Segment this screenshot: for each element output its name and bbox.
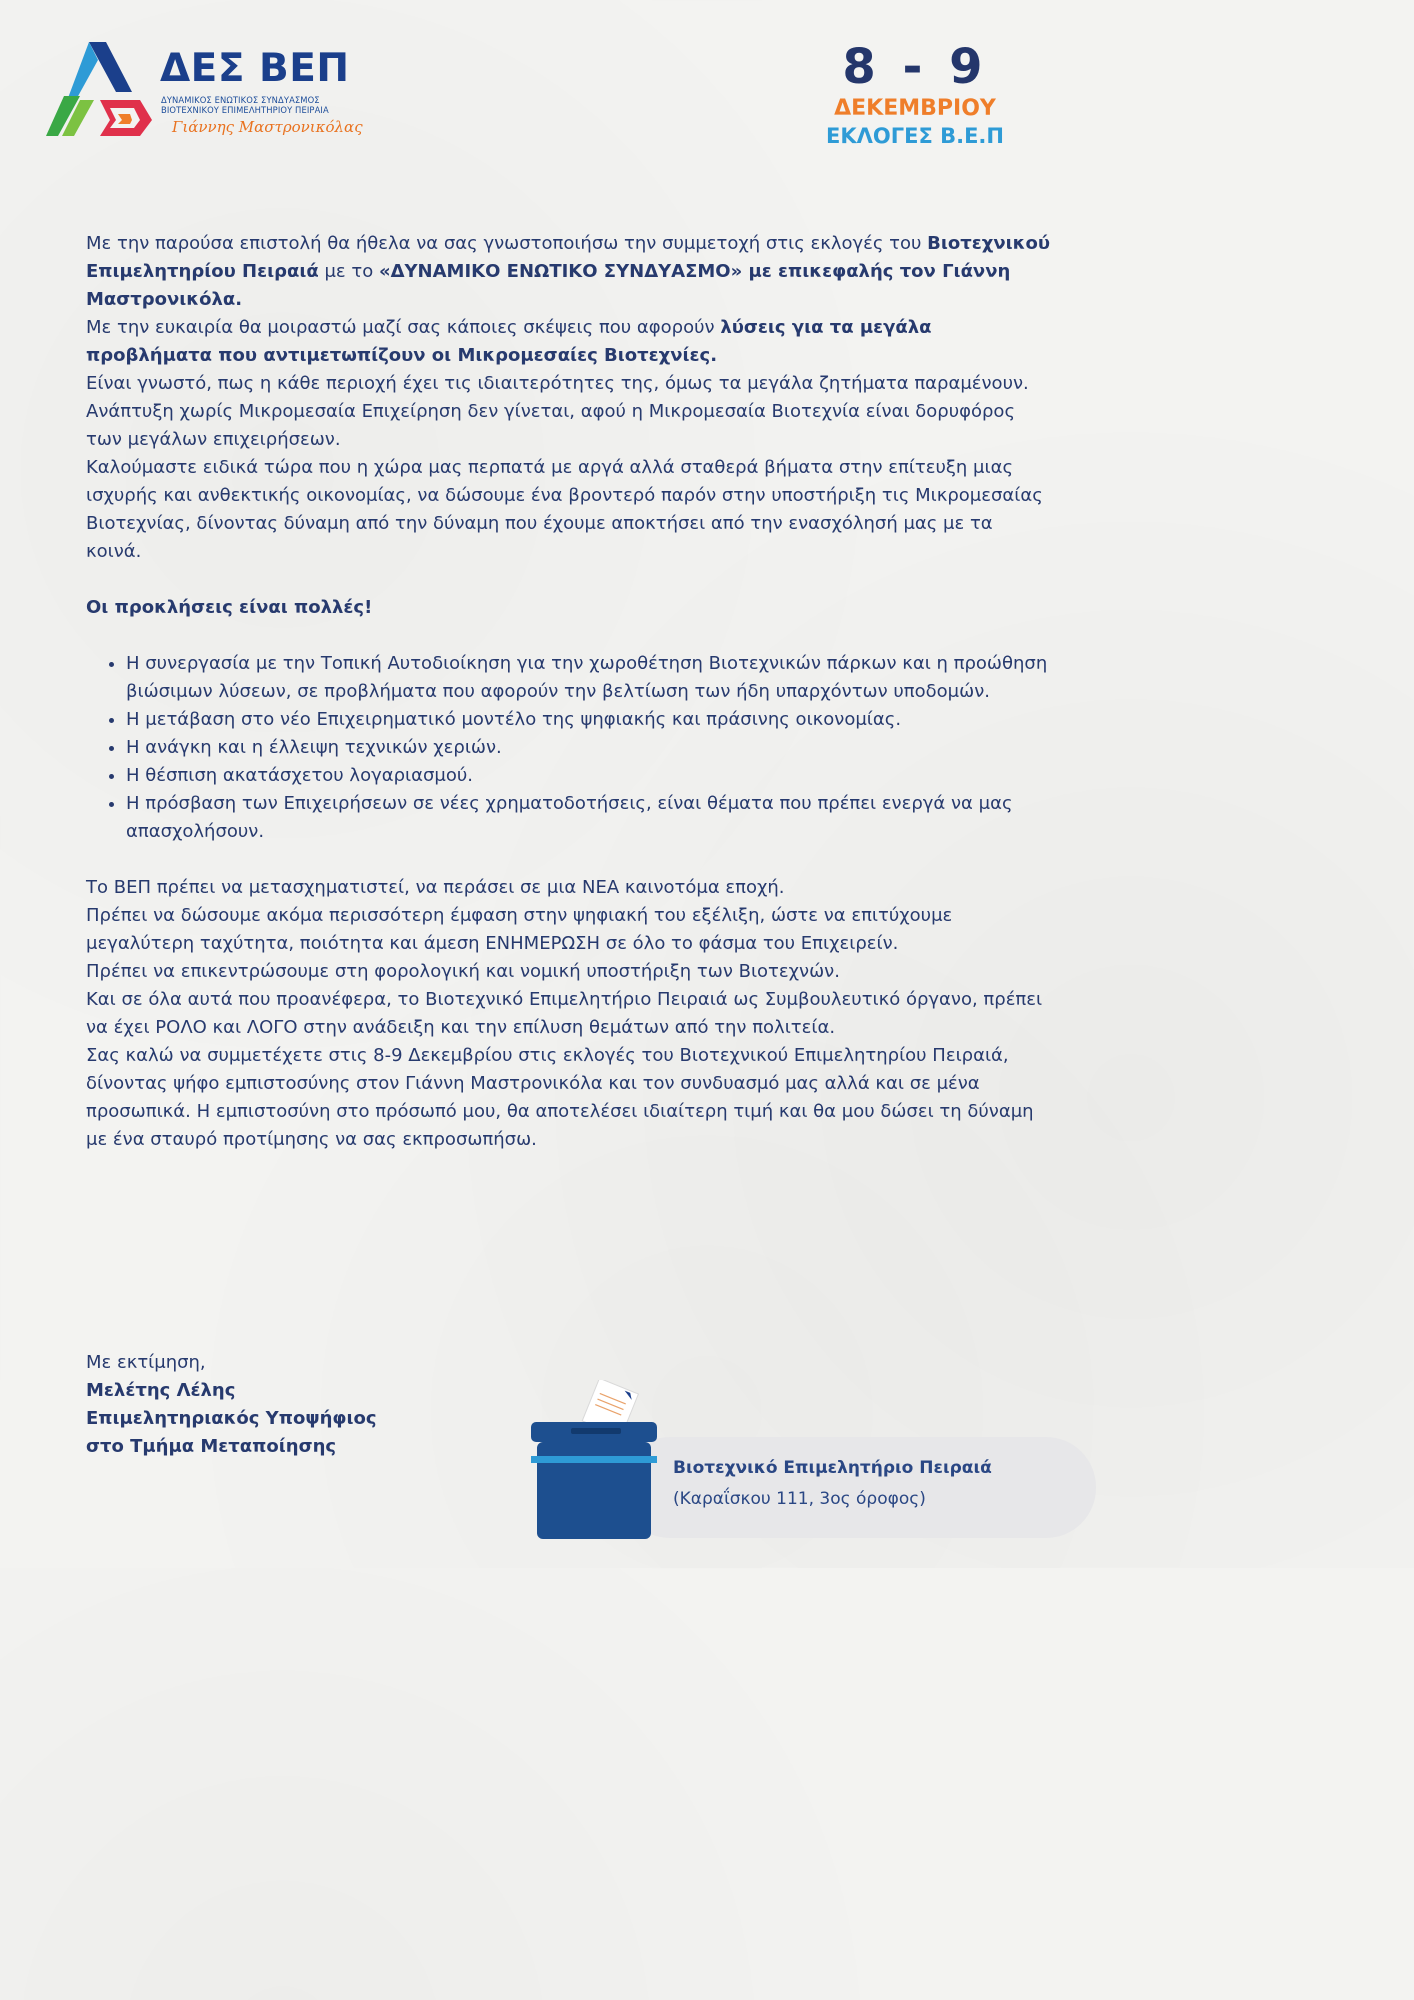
address-chamber: Βιοτεχνικό Επιμελητήριο Πειραιά — [673, 1458, 992, 1478]
bold-solutions: λύσεις για τα μεγάλα προβλήματα που αντιμετωπίζουν οι Μικρομεσαίες Βιοτεχνίες. — [86, 317, 932, 366]
signer-name: Μελέτης Λέλης — [86, 1380, 236, 1401]
text-span: Με την ευκαιρία θα μοιραστώ μαζί σας κάποιες σκέψεις που αφορούν — [86, 317, 721, 338]
text-span: με το — [318, 261, 379, 282]
list-item: • Η θέσπιση ακατάσχετου λογαριασμού. — [126, 762, 1052, 790]
list-item: • Η μετάβαση στο νέο Επιχειρηματικό μοντέλο της ψηφιακής και πράσινης οικονομίας. — [126, 706, 1052, 734]
logo-name: ΔΕΣ ΒΕΠ — [160, 46, 350, 91]
paragraph-thoughts — [86, 314, 1052, 370]
closing: Με εκτίμηση, — [86, 1352, 206, 1373]
paragraph-intro — [86, 230, 1052, 314]
list-item: • Η πρόσβαση των Επιχειρήσεων σε νέες χρηματοδοτήσεις, είναι θέματα που πρέπει ενεργά να μας απασχολήσουν. — [126, 790, 1052, 846]
text-span: Με την παρούσα επιστολή θα ήθελα να σας γνωστοποιήσω την συμμετοχή στις εκλογές του — [86, 233, 928, 254]
paragraph-vote: Σας καλώ να συμμετέχετε στις 8-9 Δεκεμβρίου στις εκλογές του Βιοτεχνικού Επιμελητηρίου Πειραιά, δίνοντας ψήφο εμπιστοσύνης στον Γιάννη Μαστρονικόλα και τον συνδυασμό μας αλλά και σε μένα προσωπικά. Η εμπιστοσύνη στο πρόσωπό μου, θα αποτελέσει ιδιαίτερη τιμή και θα μου δώσει τη δύναμη με ένα σταυρό προτίμησης να σας εκπροσωπήσω. — [86, 1045, 1034, 1150]
spacer — [86, 566, 1052, 594]
spacer — [86, 846, 1052, 874]
election-days: 8 - 9 — [842, 39, 988, 95]
bold-chamber-name: Βιοτεχνικού Επιμελητηρίου Πειραιά — [86, 233, 1050, 282]
paragraph-call: Καλούμαστε ειδικά τώρα που η χώρα μας περπατά με αργά αλλά σταθερά βήματα στην επίτευξη μιας ισχυρής και ανθεκτικής οικονομίας, να δώσουμε ένα βροντερό παρόν στην υποστήριξη τις Μικρομεσαίας Βιοτεχνίας, δίνοντας δύναμη από την δύναμη που έχουμε αποκτήσει από την ενασχόλησή μας με τα κοινά. — [86, 457, 1043, 562]
party-logo — [44, 40, 364, 145]
spacer — [86, 622, 1052, 650]
challenges-list — [86, 650, 1052, 846]
ballot-box-icon — [527, 1380, 661, 1542]
election-month: ΔΕΚΕΜΒΡΙΟΥ — [834, 96, 996, 121]
logo-subtitle-line2: ΒΙΟΤΕΧΝΙΚΟΥ ΕΠΙΜΕΛΗΤΗΡΙΟΥ ΠΕΙΡΑΙΑ — [161, 105, 329, 115]
signer-role-line1: Επιμελητηριακός Υποψήφιος — [86, 1408, 377, 1429]
paragraph-digital: Πρέπει να δώσουμε ακόμα περισσότερη έμφαση στην ψηφιακή του εξέλιξη, ώστε να επιτύχουμε μεγαλύτερη ταχύτητα, ποιότητα και άμεση ΕΝΗΜΕΡΩΣΗ σε όλο το φάσμα του Επιχειρείν. — [86, 905, 953, 954]
challenges-heading: Οι προκλήσεις είναι πολλές! — [86, 597, 373, 618]
address-pill — [620, 1437, 1096, 1538]
election-date-block — [795, 38, 1035, 150]
list-item: • Η συνεργασία με την Τοπική Αυτοδιοίκηση για την χωροθέτηση Βιοτεχνικών πάρκων και η προώθηση βιώσιμων λύσεων, σε προβλήματα που αφορούν την βελτίωση των ήδη υπαρχόντων υποδομών. — [126, 650, 1052, 706]
bold-coalition-name: «ΔΥΝΑΜΙΚΟ ΕΝΩΤΙΚΟ ΣΥΝΔΥΑΣΜΟ» με επικεφαλής τον Γιάννη Μαστρονικόλα. — [86, 261, 1011, 310]
letter-body — [86, 230, 1052, 1154]
paragraph-transform: Το ΒΕΠ πρέπει να μετασχηματιστεί, να περάσει σε μια ΝΕΑ καινοτόμα εποχή. — [86, 877, 785, 898]
paragraph-regions: Είναι γνωστό, πως η κάθε περιοχή έχει τις ιδιαιτερότητες της, όμως τα μεγάλα ζητήματα παραμένουν. — [86, 373, 1029, 394]
logo-triangle-icon — [44, 40, 156, 140]
logo-subtitle-line1: ΔΥΝΑΜΙΚΟΣ ΕΝΩΤΙΚΟΣ ΣΥΝΔΥΑΣΜΟΣ — [161, 95, 320, 105]
signer-role-line2: στο Τμήμα Μεταποίησης — [86, 1436, 337, 1457]
address-street: (Καραΐσκου 111, 3ος όροφος) — [673, 1489, 926, 1509]
paragraph-role: Και σε όλα αυτά που προανέφερα, το Βιοτεχνικό Επιμελητήριο Πειραιά ως Συμβουλευτικό όργανο, πρέπει να έχει ΡΟΛΟ και ΛΟΓΟ στην ανάδειξη και την επίλυση θεμάτων από την πολιτεία. — [86, 989, 1043, 1038]
paragraph-growth: Ανάπτυξη χωρίς Μικρομεσαία Επιχείρηση δεν γίνεται, αφού η Μικρομεσαία Βιοτεχνία είναι δορυφόρος των μεγάλων επιχειρήσεων. — [86, 401, 1016, 450]
signature-block — [86, 1349, 377, 1461]
logo-signature: Γιάννης Μαστρονικόλας — [172, 118, 363, 136]
elections-label: ΕΚΛΟΓΕΣ Β.Ε.Π — [826, 124, 1004, 148]
paragraph-tax: Πρέπει να επικεντρώσουμε στη φορολογική και νομική υποστήριξη των Βιοτεχνών. — [86, 961, 840, 982]
list-item: • Η ανάγκη και η έλλειψη τεχνικών χεριών. — [126, 734, 1052, 762]
